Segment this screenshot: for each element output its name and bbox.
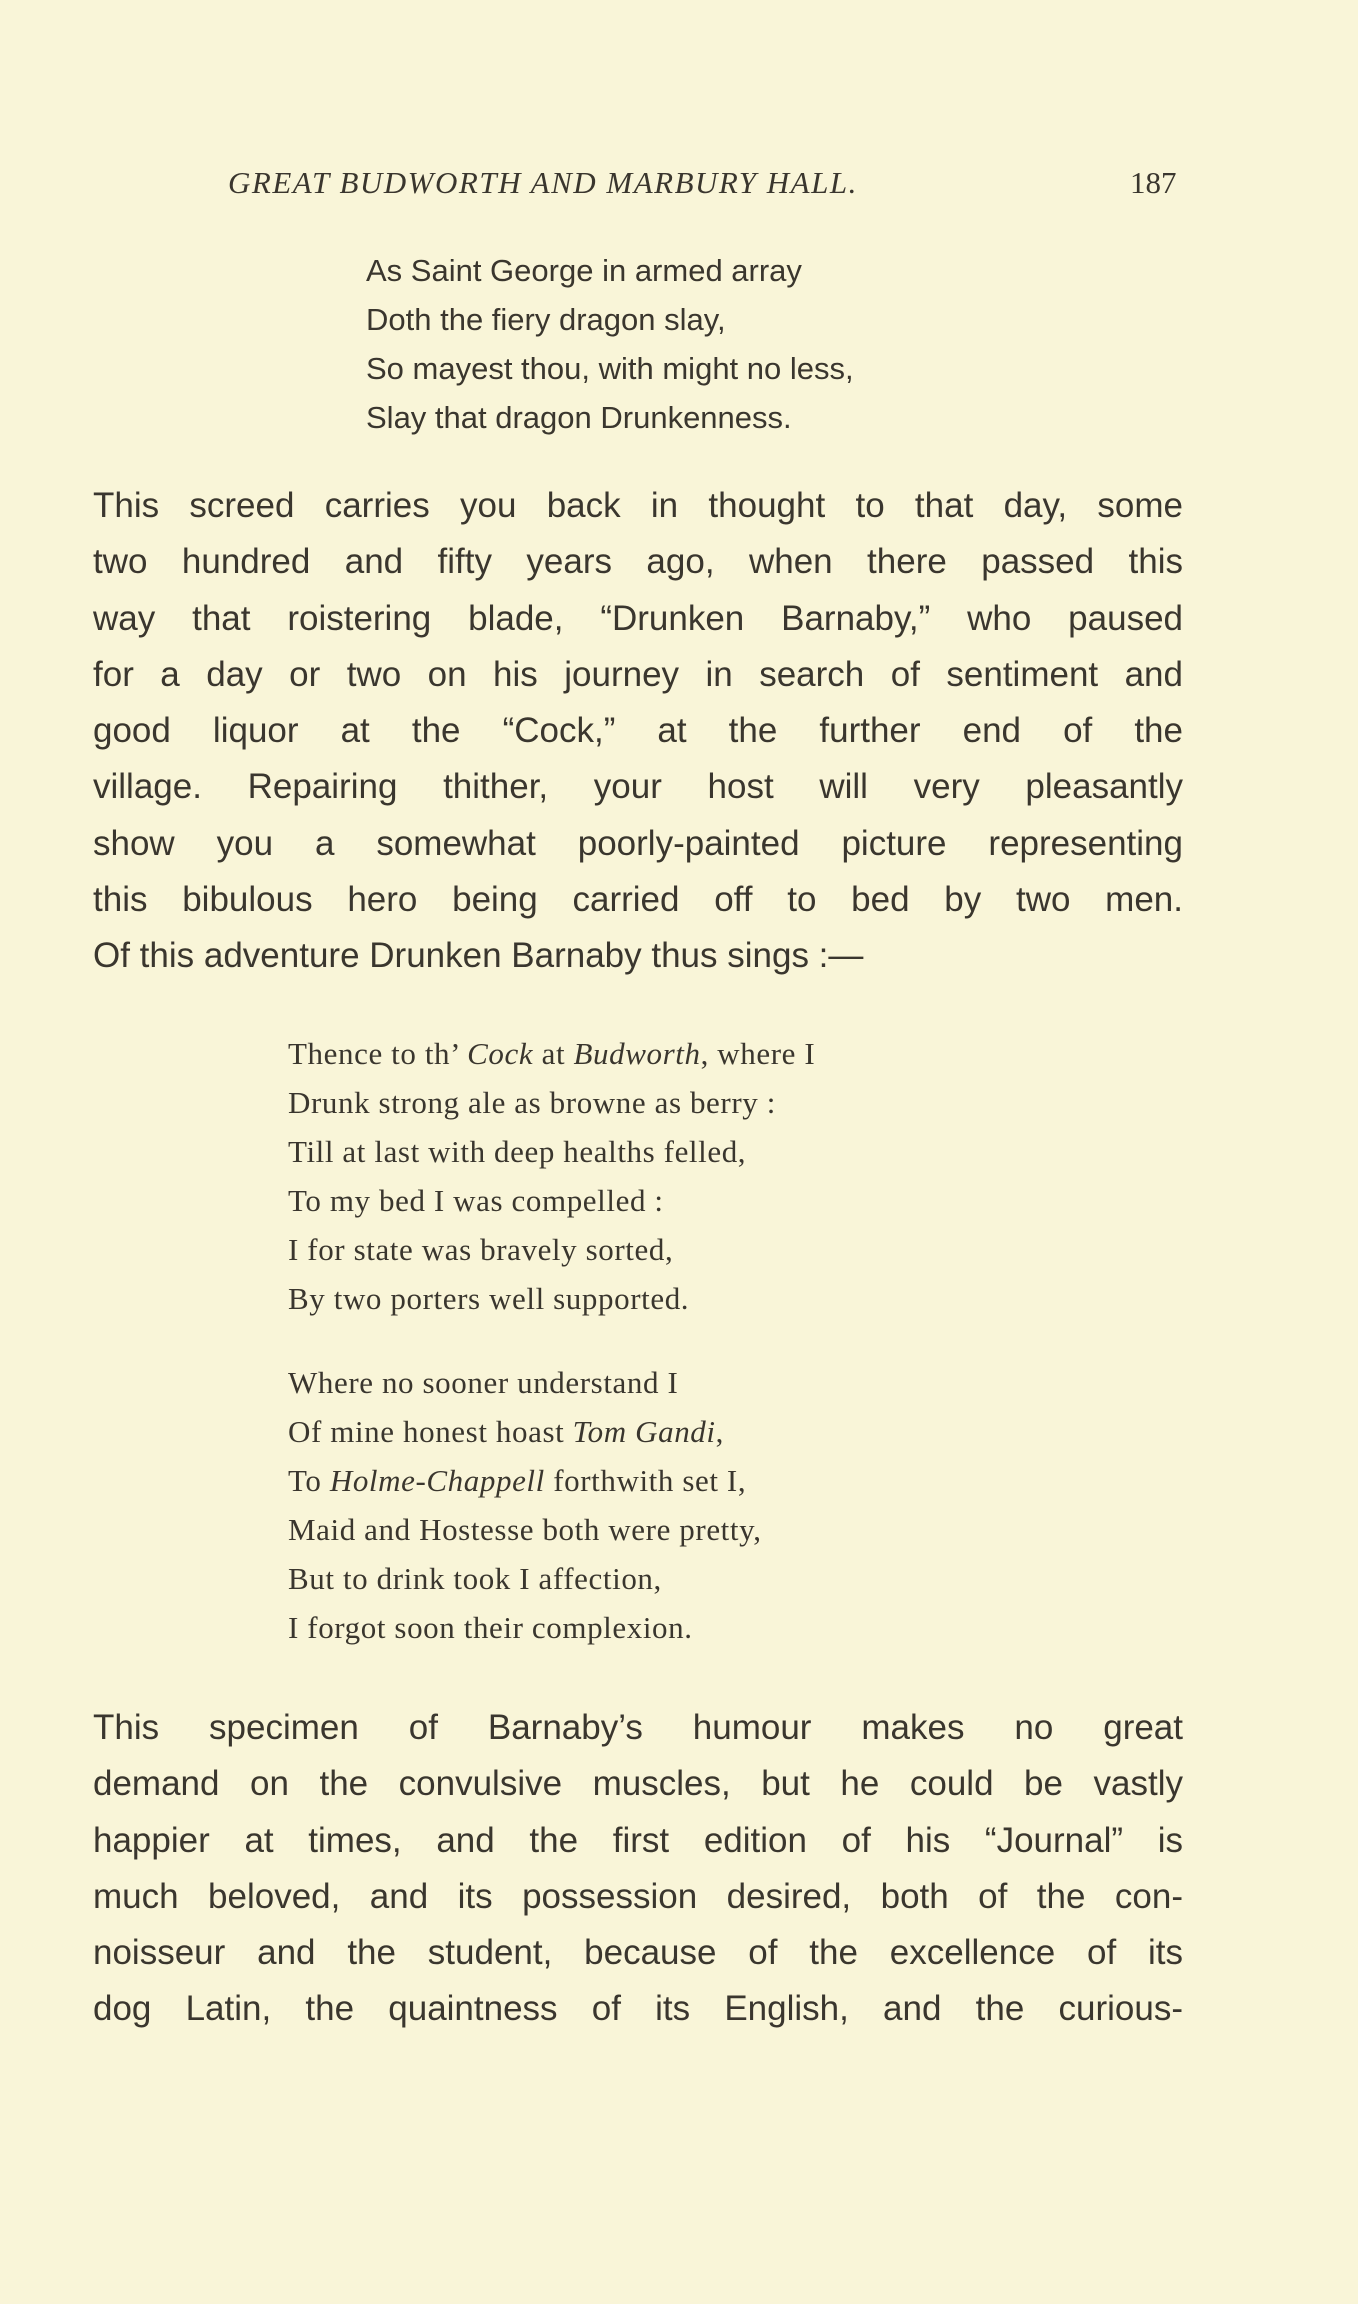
verse-line: Doth the fiery dragon slay, bbox=[366, 302, 726, 337]
text-line: demand on the convulsive muscles, but he could be vastly bbox=[93, 1764, 1183, 1804]
verse-line: To my bed I was compelled : bbox=[288, 1183, 664, 1218]
text: To bbox=[288, 1463, 330, 1498]
verse-inscription bbox=[366, 246, 854, 442]
paragraph-2 bbox=[93, 1700, 1183, 2038]
text-line: noisseur and the student, because of the excellence of its bbox=[93, 1933, 1183, 1973]
verse-line: As Saint George in armed array bbox=[366, 253, 802, 288]
text-line: good liquor at the “Cock,” at the further end of the bbox=[93, 711, 1183, 751]
text: , where I bbox=[700, 1036, 816, 1071]
text-line: two hundred and fifty years ago, when there passed this bbox=[93, 542, 1183, 582]
italic-text: Cock bbox=[467, 1036, 534, 1071]
text: Of mine honest hoast bbox=[288, 1414, 573, 1449]
text-line: show you a somewhat poorly-painted picture representing bbox=[93, 823, 1183, 863]
verse-line: Slay that dragon Drunkenness. bbox=[366, 400, 792, 435]
verse-line: I for state was bravely sorted, bbox=[288, 1232, 674, 1267]
text-line: village. Repairing thither, your host will very pleasantly bbox=[93, 767, 1183, 807]
verse-line bbox=[288, 1407, 762, 1456]
verse-line: Maid and Hostesse both were pretty, bbox=[288, 1512, 762, 1547]
text-line: dog Latin, the quaintness of its English, and the curious- bbox=[93, 1989, 1183, 2029]
verse-line: By two porters well supported. bbox=[288, 1281, 690, 1316]
barnaby-verse-stanza-1 bbox=[288, 1029, 815, 1323]
text-line: way that roistering blade, “Drunken Barnaby,” who paused bbox=[93, 598, 1183, 638]
text-line: happier at times, and the first edition of his “Journal” is bbox=[93, 1820, 1183, 1860]
text-line: this bibulous hero being carried off to bed by two men. bbox=[93, 880, 1183, 920]
text-line: Of this adventure Drunken Barnaby thus sings :— bbox=[93, 936, 864, 976]
italic-text: Holme-Chappell bbox=[329, 1463, 545, 1498]
verse-line: Till at last with deep healths felled, bbox=[288, 1134, 747, 1169]
running-title: GREAT BUDWORTH AND MARBURY HALL. bbox=[228, 165, 858, 200]
text-line: This specimen of Barnaby’s humour makes no great bbox=[93, 1708, 1183, 1747]
italic-text: Budworth bbox=[573, 1036, 701, 1071]
text-line: for a day or two on his journey in search of sentiment and bbox=[93, 654, 1183, 694]
text-line: much beloved, and its possession desired, both of the con- bbox=[93, 1876, 1183, 1916]
verse-line: I forgot soon their complexion. bbox=[288, 1610, 693, 1645]
paragraph-1 bbox=[93, 478, 1183, 985]
text: , bbox=[715, 1414, 724, 1449]
barnaby-verse-stanza-2 bbox=[288, 1358, 762, 1652]
text-line: This screed carries you back in thought to that day, some bbox=[93, 486, 1183, 525]
verse-line: But to drink took I affection, bbox=[288, 1561, 662, 1596]
text: Thence to th’ bbox=[288, 1036, 468, 1071]
page-number: 187 bbox=[1130, 165, 1177, 200]
verse-line bbox=[288, 1029, 815, 1078]
verse-line: Where no sooner understand I bbox=[288, 1365, 679, 1400]
italic-text: Tom Gandi bbox=[572, 1414, 716, 1449]
verse-line: Drunk strong ale as browne as berry : bbox=[288, 1085, 776, 1120]
text: at bbox=[533, 1036, 574, 1071]
text: forthwith set I, bbox=[544, 1463, 747, 1498]
verse-line: So mayest thou, with might no less, bbox=[366, 351, 854, 386]
verse-line bbox=[288, 1456, 762, 1505]
